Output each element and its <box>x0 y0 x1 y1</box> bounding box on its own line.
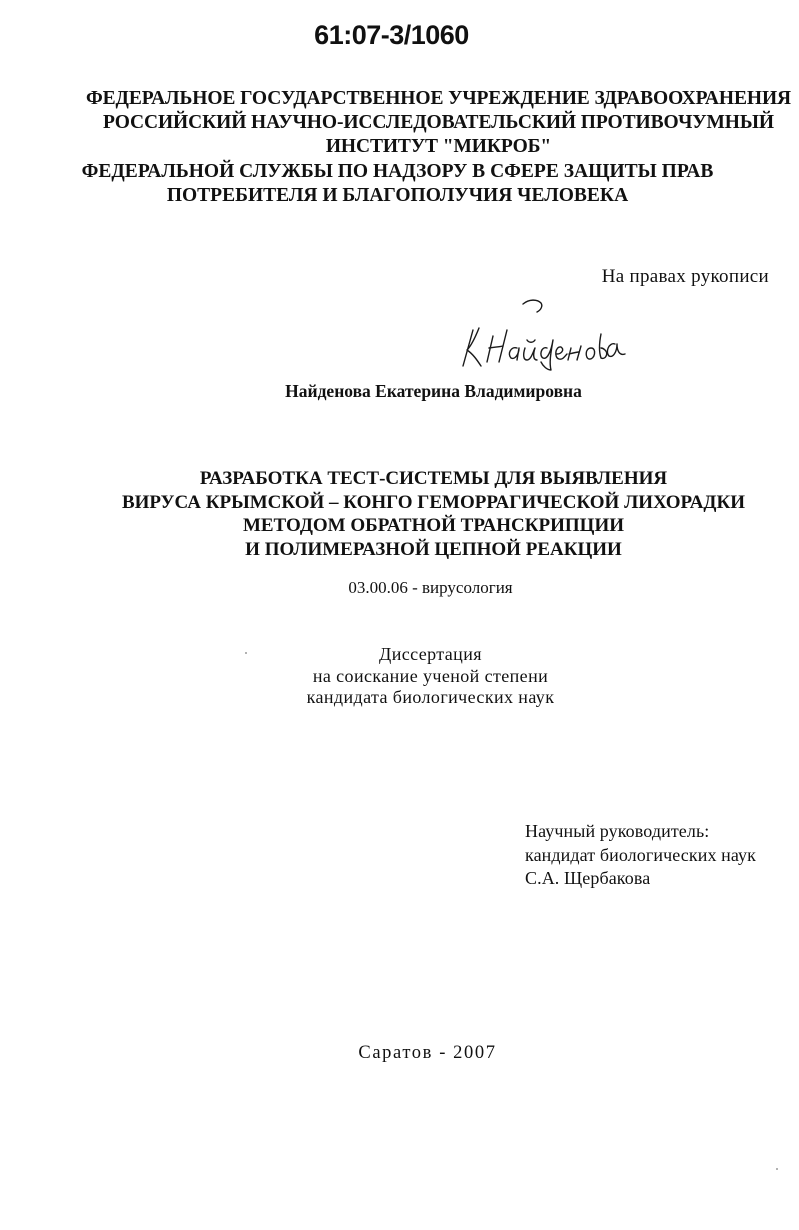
dissertation-title <box>34 467 799 561</box>
rights-note: На правах рукописи <box>601 266 769 287</box>
handwritten-signature <box>455 290 630 372</box>
institution-line: ФЕДЕРАЛЬНОЕ ГОСУДАРСТВЕННОЕ УЧРЕЖДЕНИЕ ЗДРАВООХРАНЕНИЯ <box>85 88 791 109</box>
title-line: И ПОЛИМЕРАЗНОЙ ЦЕПНОЙ РЕАКЦИИ <box>245 538 622 560</box>
city-year: Саратов - 2007 <box>358 1043 497 1063</box>
title-line: ВИРУСА КРЫМСКОЙ – КОНГО ГЕМОРРАГИЧЕСКОЙ ЛИХОРАДКИ <box>121 491 746 513</box>
institution-block <box>39 87 799 159</box>
archive-number: 61:07-3/1060 <box>314 20 469 50</box>
degree-line: кандидата биологических наук <box>306 687 555 707</box>
scan-speck <box>776 1168 778 1170</box>
degree-line: на соискание ученой степени <box>312 665 549 686</box>
institution-line: ИНСТИТУТ "МИКРОБ" <box>325 136 552 157</box>
title-line: РАЗРАБОТКА ТЕСТ-СИСТЕМЫ ДЛЯ ВЫЯВЛЕНИЯ <box>199 468 668 489</box>
agency-line: ФЕДЕРАЛЬНОЙ СЛУЖБЫ ПО НАДЗОРУ В СФЕРЕ ЗАЩИТЫ ПРАВ <box>81 161 714 182</box>
agency-block <box>0 160 797 208</box>
degree-statement <box>31 644 799 709</box>
supervisor-line: С.А. Щербакова <box>525 868 651 888</box>
scan-speck <box>245 652 247 654</box>
institution-line: РОССИЙСКИЙ НАУЧНО-ИССЛЕДОВАТЕЛЬСКИЙ ПРОТИВОЧУМНЫЙ <box>103 112 774 133</box>
specialty-code: 03.00.06 - вирусология <box>348 578 513 597</box>
agency-line: ПОТРЕБИТЕЛЯ И БЛАГОПОЛУЧИЯ ЧЕЛОВЕКА <box>166 185 629 206</box>
author-name: Найденова Екатерина Владимировна <box>285 381 582 401</box>
title-line: МЕТОДОМ ОБРАТНОЙ ТРАНСКРИПЦИИ <box>242 515 625 536</box>
supervisor-block <box>525 820 756 891</box>
supervisor-line: Научный руководитель: <box>525 821 710 841</box>
supervisor-line: кандидат биологических наук <box>525 844 756 865</box>
degree-line: Диссертация <box>379 644 482 664</box>
